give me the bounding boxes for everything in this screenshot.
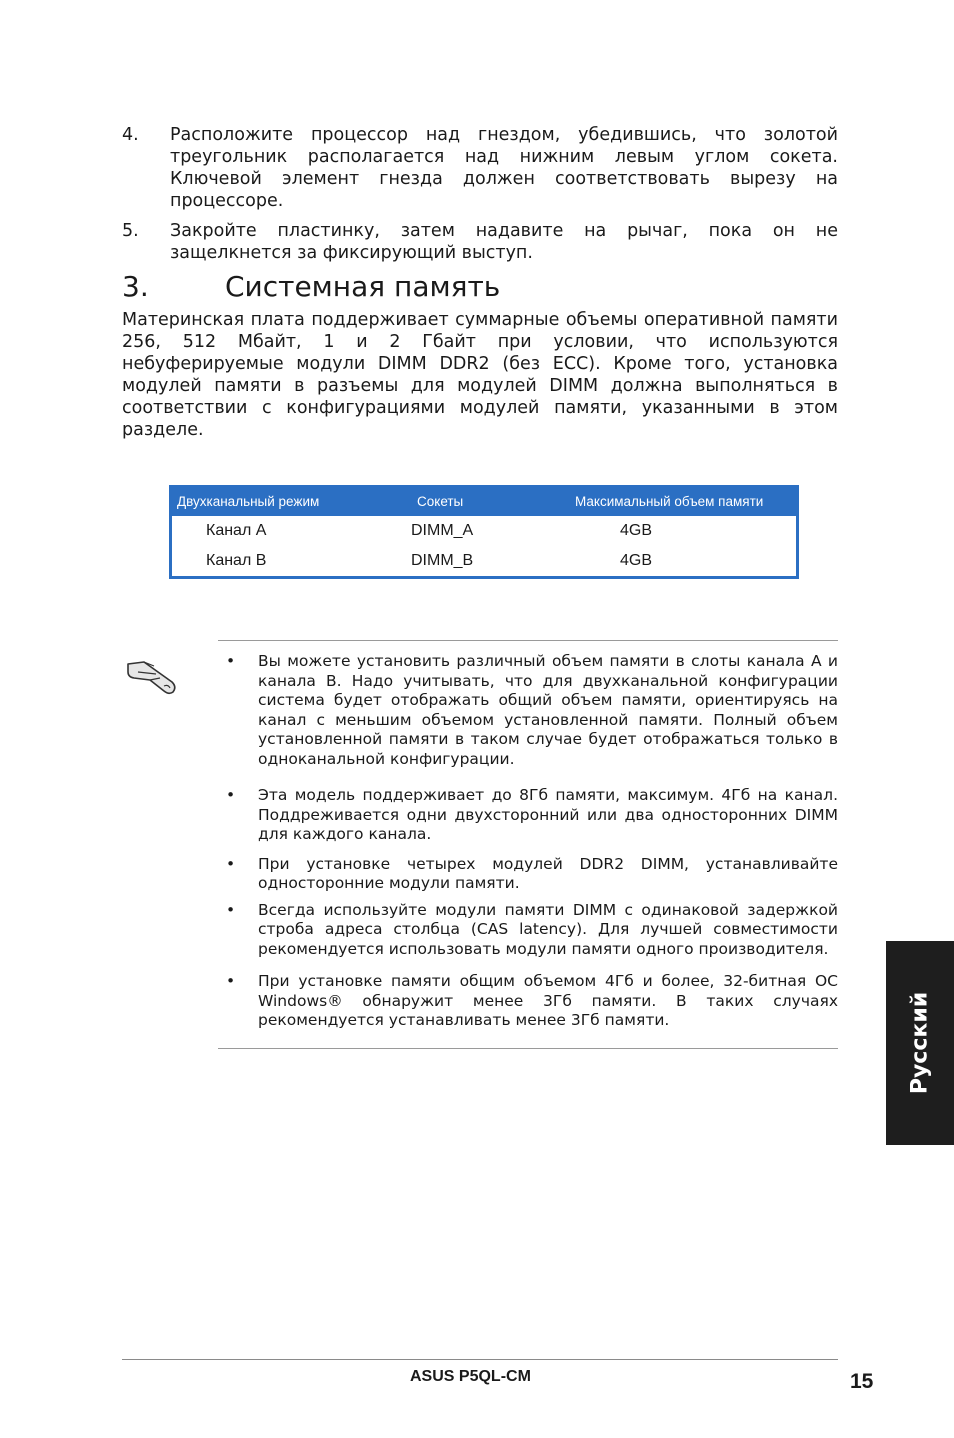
memory-table-header xyxy=(172,488,796,516)
header-sockets: Сокеты xyxy=(417,494,464,509)
note-divider-top xyxy=(218,640,838,641)
note-item xyxy=(218,901,838,960)
hand-note-icon xyxy=(124,648,180,696)
note-text: Эта модель поддерживает до 8Гб памяти, максимум. 4Гб на канал. Поддреживается одни двухсторонний или два односторонних DIMM для каждого канала. xyxy=(258,786,838,843)
footer-model-name: ASUS P5QL-CM xyxy=(410,1368,531,1385)
note-text: При установке памяти общим объемом 4Гб и более, 32-битная ОС Windows® обнаружит менее 3Гб памяти. В таких случаях рекомендуется устанавливать менее 3Гб памяти. xyxy=(258,972,838,1029)
note-list xyxy=(218,652,838,1031)
section-intro: Материнская плата поддерживает суммарные объемы оперативной памяти 256, 512 Мбайт, 1 и 2 Гбайт при условии, что используются небуферируемые модули DIMM DDR2 (без ECC). Кроме того, установка модулей памяти в разъемы для модулей DIMM должна выполняться в соответствии с конфигурациями модулей памяти, указанными в этом разделе. xyxy=(122,310,838,440)
language-label: Русский xyxy=(907,991,933,1095)
bullet-icon: • xyxy=(226,786,236,804)
footer-divider xyxy=(122,1359,838,1360)
header-max-memory: Максимальный объем памяти xyxy=(575,494,764,509)
bullet-icon: • xyxy=(226,900,236,919)
step-item xyxy=(122,124,838,212)
table-row xyxy=(172,546,796,576)
note-item xyxy=(218,855,838,894)
page-number: 15 xyxy=(850,1370,874,1393)
section-title: Системная память xyxy=(225,270,501,303)
step-text: Расположите процессор над гнездом, убедившись, что золотой треугольник располагается над нижним левым углом сокета. Ключевой элемент гнезда должен соответствовать вырезу на процессоре. xyxy=(170,125,838,211)
language-side-tab xyxy=(886,941,954,1145)
note-text: Всегда используйте модули памяти DIMM с одинаковой задержкой строба адреса столбца (CAS latency). Для лучшей совместимости рекомендуется использовать модули памяти одного производителя. xyxy=(258,900,838,958)
steps-list xyxy=(122,124,838,272)
bullet-icon: • xyxy=(226,972,236,990)
note-item xyxy=(218,972,838,1031)
section-heading xyxy=(122,270,500,304)
section-number: 3. xyxy=(122,270,149,303)
note-text: При установке четырех модулей DDR2 DIMM, устанавливайте односторонние модули памяти. xyxy=(258,854,838,892)
table-row xyxy=(172,516,796,546)
step-item xyxy=(122,220,838,264)
step-text: Закройте пластинку, затем надавите на рычаг, пока он не защелкнется за фиксирующий выступ. xyxy=(170,221,838,263)
cell-capacity: 4GB xyxy=(620,522,653,539)
note-item xyxy=(218,786,838,845)
cell-socket: DIMM_B xyxy=(411,552,474,569)
note-item xyxy=(218,652,838,769)
step-number: 4. xyxy=(122,125,139,145)
bullet-icon: • xyxy=(226,854,236,873)
bullet-icon: • xyxy=(226,652,236,670)
header-mode: Двухканальный режим xyxy=(177,494,320,509)
cell-channel: Канал A xyxy=(206,522,267,539)
cell-socket: DIMM_A xyxy=(411,522,474,539)
cell-capacity: 4GB xyxy=(620,552,653,569)
note-text: Вы можете установить различный объем памяти в слоты канала A и канала B. Надо учитывать, что для двухканальной конфигурации система будет отображать общий объем памяти, ориентируясь на канал с меньшим объемом установленной памяти. Полный объем установленной памяти в таком случае будет отображаться только в одноканальной конфигурации. xyxy=(258,652,838,768)
cell-channel: Канал B xyxy=(206,552,267,569)
note-divider-bottom xyxy=(218,1048,838,1049)
memory-table xyxy=(169,485,799,579)
step-number: 5. xyxy=(122,221,139,241)
